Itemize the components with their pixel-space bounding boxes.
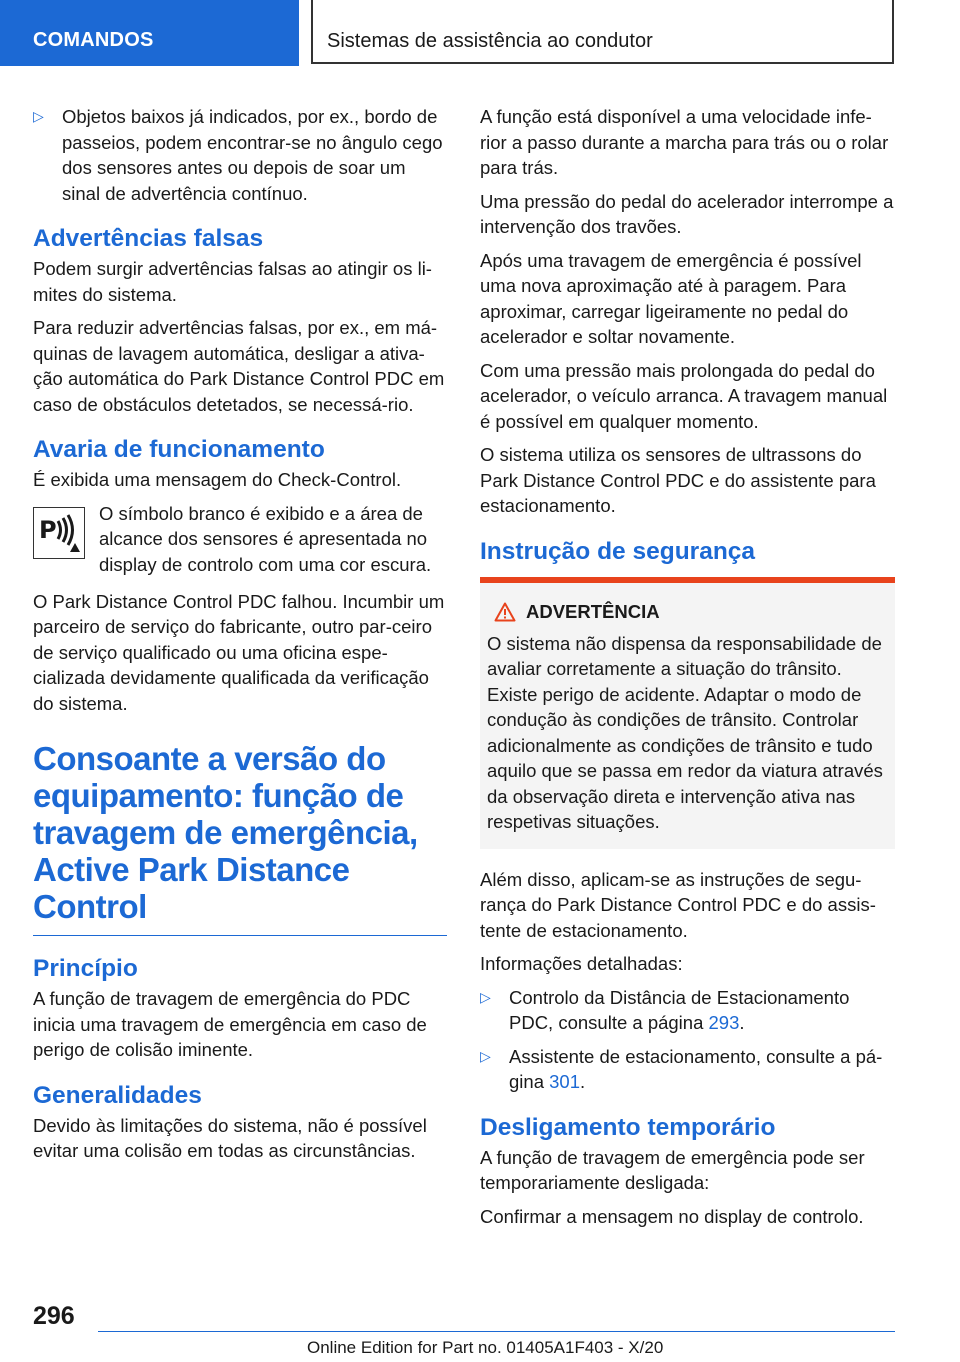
paragraph: Devido às limitações do sistema, não é possível evitar uma colisão em todas as circunstâncias.: [33, 1114, 427, 1161]
warning-box: [480, 577, 895, 849]
paragraph: A função de travagem de emergência do PDC inicia uma travagem de emergência em caso de perigo de colisão iminente.: [33, 988, 427, 1060]
list-item: ▷ Controlo da Distância de Estacionamento PDC, consulte a página 293.: [480, 986, 850, 1033]
park-distance-control-icon: [33, 507, 85, 559]
triangle-right-icon: ▷: [33, 108, 44, 124]
heading-safety: Instrução de segurança: [480, 537, 756, 565]
triangle-right-icon: ▷: [480, 988, 491, 1005]
paragraph: Com uma pressão mais prolongada do pedal do acelerador, o veículo arranca. A travagem manual é possível em qualquer momento.: [480, 359, 888, 432]
paragraph: Para reduzir advertências falsas, por ex., em má-quinas de lavagem automática, desligar a ativa-ção automática do Park Distance Control PDC em caso de obstáculos detetados, se necessá-rio.: [33, 317, 445, 415]
paragraph: Uma pressão do pedal do acelerador interrompe a intervenção dos travões.: [480, 190, 894, 237]
paragraph: A função de travagem de emergência pode ser temporariamente desligada:: [480, 1146, 865, 1193]
paragraph: O sistema utiliza os sensores de ultrassons do Park Distance Control PDC e do assistente para estacionamento.: [480, 444, 876, 516]
triangle-right-icon: ▷: [480, 1047, 491, 1064]
header-section-label: COMANDOS: [33, 29, 154, 51]
right-column: [480, 104, 895, 1237]
heading-rule: [33, 935, 447, 936]
heading-false-warnings: Advertências falsas: [33, 225, 264, 252]
paragraph: Podem surgir advertências falsas ao atingir os li-mites do sistema.: [33, 258, 432, 305]
paragraph: O símbolo branco é exibido e a área de alcance dos sensores é apresentada no display de controlo com uma cor escura.: [99, 502, 432, 575]
page-number: 296: [33, 1302, 75, 1330]
paragraph: Após uma travagem de emergência é possível uma nova aproximação até à paragem. Para aproximar, carregar ligeiramente no pedal do acelerador e soltar novamente.: [480, 249, 862, 347]
paragraph: É exibida uma mensagem do Check-Control.: [33, 469, 402, 490]
list-item: ▷ Assistente de estacionamento, consulte a pá-gina 301.: [480, 1045, 883, 1092]
icon-note: [33, 501, 447, 579]
header-title-box: [311, 0, 894, 64]
paragraph: Além disso, aplicam-se as instruções de segu-rança do Park Distance Control PDC e do assis-tente de estacionamento.: [480, 868, 876, 941]
heading-principle: Princípio: [33, 955, 138, 982]
paragraph: Confirmar a mensagem no display de controlo.: [480, 1205, 864, 1227]
page-link-293[interactable]: 293: [708, 1012, 740, 1033]
header-section-tab: [0, 0, 299, 66]
paragraph: O Park Distance Control PDC falhou. Incumbir um parceiro de serviço do fabricante, outro par-ceiro de serviço qualificado ou uma oficina espe-cializada devidamente qualificada da verificação do sistema.: [33, 590, 445, 714]
footer-edition: Online Edition for Part no. 01405A1F403 - X/20: [307, 1338, 664, 1357]
warning-title: ADVERTÊNCIA: [526, 600, 660, 622]
warning-triangle-icon: [494, 602, 516, 622]
footer-rule: [98, 1331, 895, 1332]
warning-text: O sistema não dispensa da responsabilidade de avaliar corretamente a situação do trânsito. Existe perigo de acidente. Adaptar o modo de condução às condições de trânsito. Controlar adicionalmente as condições de trânsito e tudo aquilo que se passa em redor da viatura através da observação direta e intervenção ativa nas respetivas situações.: [487, 632, 883, 832]
page-link-301[interactable]: 301: [549, 1071, 580, 1092]
left-column: [33, 104, 447, 1172]
heading-malfunction: Avaria de funcionamento: [33, 436, 325, 463]
heading-general: Generalidades: [33, 1081, 202, 1109]
paragraph: A função está disponível a uma velocidade infe-rior a passo durante a marcha para trás ou o rolar para trás.: [480, 106, 889, 178]
main-heading: Consoante a versão do equipamento: função de travagem de emergência, Active Park Distance Control: [33, 740, 418, 925]
svg-text:P: P: [39, 515, 57, 544]
header-title: Sistemas de assistência ao condutor: [327, 30, 653, 52]
heading-temporary-deactivation: Desligamento temporário: [480, 1113, 776, 1141]
paragraph: Informações detalhadas:: [480, 953, 683, 974]
list-item: ▷ Objetos baixos já indicados, por ex., bordo de passeios, podem encontrar-se no ângulo cego dos sensores antes ou depois de soar um sinal de advertência contínuo.: [33, 106, 443, 204]
